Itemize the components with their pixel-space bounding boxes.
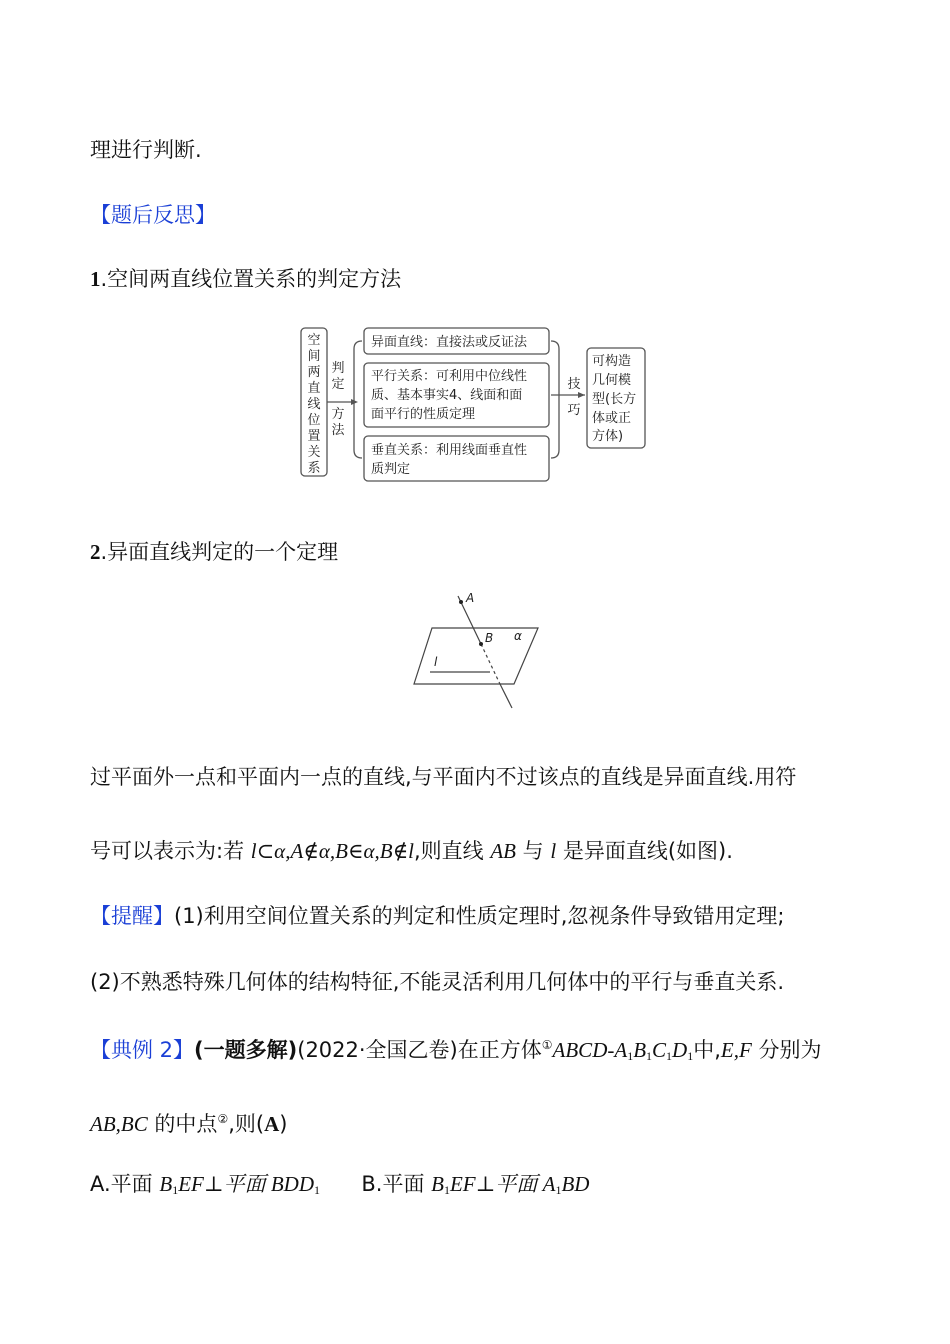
example-segments: AB,BC [90,1112,148,1136]
theorem-math: AB [490,839,516,863]
perpendicular-box-line: 质判定 [371,462,411,477]
note-marker: ② [217,1112,229,1126]
example-line-2 [90,1104,287,1139]
skill-label-char: 巧 [567,403,581,418]
point1-title [90,264,401,294]
point2-number: 2 [90,540,101,564]
example-method: (一题多解) [194,1038,298,1062]
example-text: 的中点 [147,1112,218,1136]
option-a-label: A.平面 [90,1172,160,1196]
left-box-char: 直 [307,381,321,396]
skew-lines-box: 异面直线：直接法或反证法 [371,335,528,350]
label-l: l [434,655,438,669]
judge-label-char: 定 [331,377,345,392]
point-a-dot [459,600,463,604]
reminder-line-1 [90,901,785,931]
label-a: A [466,591,475,605]
line-ab-lower [499,682,512,708]
point2-text: .异面直线判定的一个定理 [100,540,339,564]
left-box-char: 位 [307,413,321,428]
option-b-label: B.平面 [361,1172,432,1196]
theorem-math: l⊂α,A∉α,B∈α,B∉l [250,839,414,863]
example-answer: A [264,1112,280,1136]
left-box-char: 间 [307,349,321,364]
left-box-char: 置 [307,429,321,444]
parallel-box-line: 面平行的性质定理 [371,407,476,422]
line-ab-hidden [481,644,499,682]
right-box-line: 方体) [592,429,624,444]
judge-label-char: 判 [331,361,345,376]
point2-title [90,537,338,567]
point-b-dot [479,642,483,646]
option-a-plane2: BDD [270,1172,315,1196]
option-b-plane: B [431,1172,444,1196]
reminder-tag: 【提醒】 [90,904,174,928]
skew-line-figure [408,588,548,714]
example-points: E,F [720,1038,752,1062]
judge-label-char: 法 [331,423,345,438]
right-box-line: 几何模 [592,373,632,388]
section-heading: 【题后反思】 [90,203,216,227]
point1-number: 1 [90,267,101,291]
left-box-char: 线 [307,397,321,412]
option-b-relation: EF⊥平面 [449,1172,543,1196]
perpendicular-box-line: 垂直关系：利用线面垂直性 [371,443,528,458]
theorem-text: 号可以表示为:若 [90,839,251,863]
example-tag: 【典例 2】 [90,1038,195,1062]
intro-text: 理进行判断. [90,138,202,162]
option-b-plane2: A [542,1172,556,1196]
theorem-line-2 [90,836,733,866]
example-text: 分别为 [751,1038,822,1062]
example-text: ,则( [228,1112,265,1136]
parallel-box-line: 质、基本事实4、线面和面 [371,388,523,403]
options-line: A.平面 $B_1EF\perp$平面 $BDD_1$ B.平面 $B_1EF\perp$平面 $A_1BD$ [90,1172,590,1197]
point1-text: .空间两直线位置关系的判定方法 [100,267,402,291]
left-box-char: 关 [307,445,321,460]
example-text: 中, [693,1038,721,1062]
option-a-relation: EF⊥平面 [178,1172,271,1196]
parallel-box-line: 平行关系：可利用中位线性 [371,369,528,384]
judgment-method-diagram [296,324,652,486]
theorem-text: 与 [515,839,551,863]
right-box-line: 型(长方 [592,392,637,407]
theorem-math: l [550,839,557,863]
option-b-plane2-rest: BD [561,1172,590,1196]
skill-label-char: 技 [567,377,581,392]
left-box-char: 空 [307,333,321,348]
theorem-text: ,则直线 [413,839,491,863]
theorem-line-1: 过平面外一点和平面内一点的直线,与平面内不过该点的直线是异面直线.用符 [90,765,797,789]
reminder-line-2: (2)不熟悉特殊几何体的结构特征,不能灵活利用几何体中的平行与垂直关系. [90,970,785,994]
reminder-text: (1)利用空间位置关系的判定和性质定理时,忽视条件导致错用定理; [174,904,785,928]
theorem-text: 是异面直线(如图). [556,839,733,863]
right-box-line: 体或正 [592,411,632,426]
example-line-1: 【典例 2】(一题多解)(2022·全国乙卷)在正方体$^①ABCD-A_1B_1C_1D_1$中,E,F 分别为 [90,1038,822,1063]
cube-name: ABCD-A [552,1038,628,1062]
label-b: B [485,631,494,645]
option-a-plane: B [159,1172,173,1196]
right-box-line: 可构造 [592,354,632,369]
judge-label-char: 方 [331,407,345,422]
left-box-char: 系 [307,461,321,476]
label-alpha: α [514,629,522,643]
example-source: (2022·全国乙卷)在正方体 [297,1038,542,1062]
left-box-char: 两 [307,365,321,380]
note-marker: ① [541,1038,553,1052]
example-text: ) [279,1112,288,1136]
